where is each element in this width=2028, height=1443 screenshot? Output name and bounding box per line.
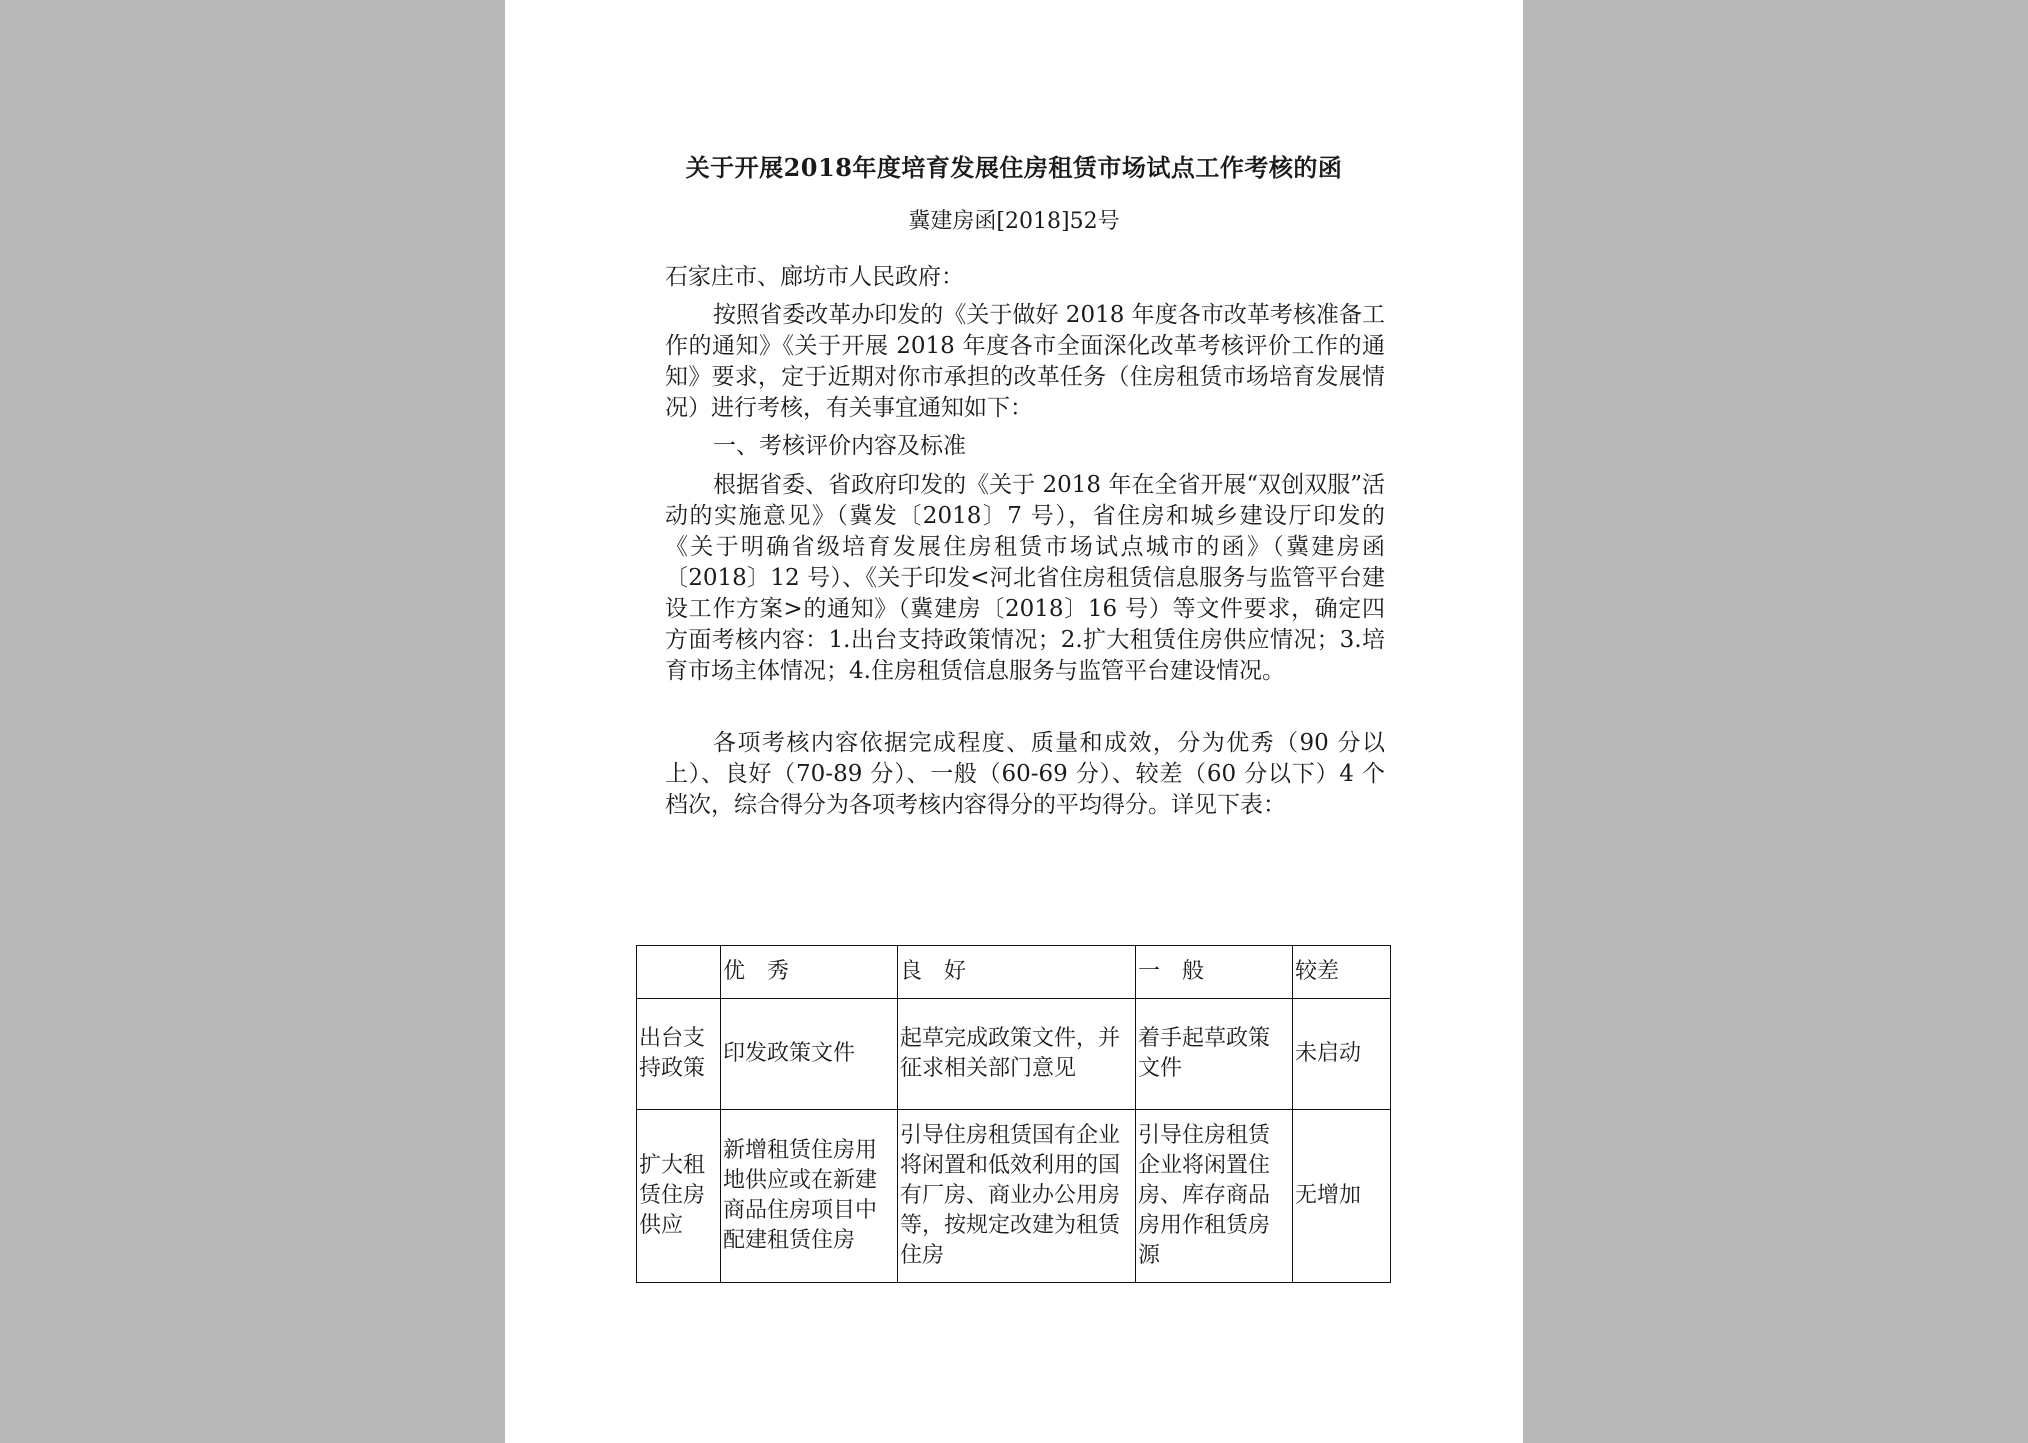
poor-cell: 未启动 — [1293, 999, 1391, 1110]
document-number: 冀建房函[2018]52号 — [908, 209, 1120, 234]
header-cell-good: 良 好 — [898, 946, 1136, 999]
excellent-cell: 印发政策文件 — [721, 999, 898, 1110]
excellent-cell: 新增租赁住房用地供应或在新建商品住房项目中配建租赁住房 — [721, 1110, 898, 1283]
table-row — [637, 999, 1391, 1110]
paragraph-3-block — [665, 728, 1385, 821]
header-cell-poor: 较差 — [1293, 946, 1391, 999]
header-cell-blank — [637, 946, 721, 999]
heading-1-block — [665, 431, 1385, 462]
header-cell-excellent: 优 秀 — [721, 946, 898, 999]
good-cell: 起草完成政策文件，并征求相关部门意见 — [898, 999, 1136, 1110]
table-row — [637, 1110, 1391, 1283]
section-heading-1: 一、考核评价内容及标准 — [713, 433, 966, 459]
document-page — [505, 0, 1523, 1443]
addressee: 石家庄市、廊坊市人民政府： — [665, 264, 964, 290]
paragraph-1: 按照省委改革办印发的《关于做好 2018 年度各市改革考核准备工作的通知》《关于开展 2018 年度各市全面深化改革考核评价工作的通知》要求，定于近期对你市承担的改革任务（住房租赁市场培育发展情况）进行考核，有关事宜通知如下： — [665, 302, 1385, 421]
average-cell: 引导住房租赁企业将闲置住房、库存商品房用作租赁房源 — [1136, 1110, 1293, 1283]
evaluation-table — [636, 945, 1391, 1283]
row-item-cell: 出台支持政策 — [637, 999, 721, 1110]
row-item-cell: 扩大租赁住房供应 — [637, 1110, 721, 1283]
paragraph-2: 根据省委、省政府印发的《关于 2018 年在全省开展“双创双服”活动的实施意见》（冀发〔2018〕7 号），省住房和城乡建设厅印发的《关于明确省级培育发展住房租赁市场试点城市的函》（冀建房函〔2018〕12 号）、《关于印发<河北省住房租赁信息服务与监管平台建设工作方案>的通知》（冀建房〔2018〕16 号）等文件要求，确定四方面考核内容：1.出台支持政策情况；2.扩大租赁住房供应情况；3.培育市场主体情况；4.住房租赁信息服务与监管平台建设情况。 — [665, 472, 1385, 684]
paragraph-2-block — [665, 470, 1385, 687]
paragraph-1-block — [665, 300, 1385, 424]
good-cell: 引导住房租赁国有企业将闲置和低效利用的国有厂房、商业办公用房等，按规定改建为租赁住房 — [898, 1110, 1136, 1283]
paragraph-3: 各项考核内容依据完成程度、质量和成效，分为优秀（90 分以上）、良好（70-89 分）、一般（60-69 分）、较差（60 分以下）4 个档次，综合得分为各项考核内容得分的平均得分。详见下表： — [665, 730, 1385, 818]
average-cell: 着手起草政策文件 — [1136, 999, 1293, 1110]
poor-cell: 无增加 — [1293, 1110, 1391, 1283]
document-title: 关于开展2018年度培育发展住房租赁市场试点工作考核的函 — [685, 153, 1343, 182]
header-cell-average: 一 般 — [1136, 946, 1293, 999]
table-header-row — [637, 946, 1391, 999]
